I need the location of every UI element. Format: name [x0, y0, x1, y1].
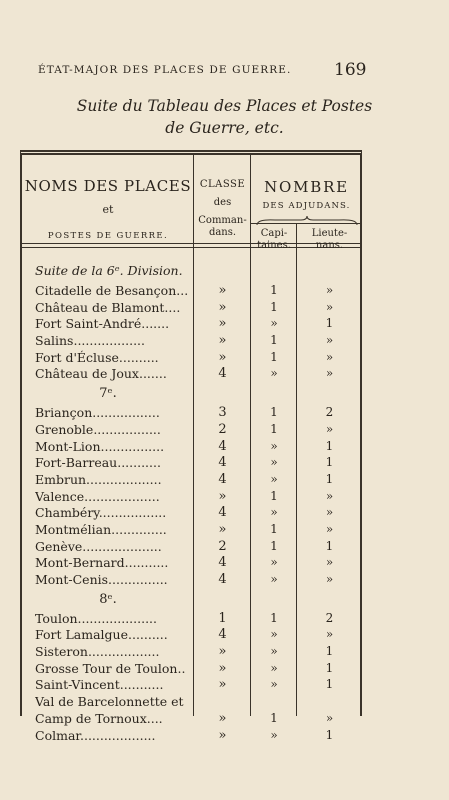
- capitaines-cell: »: [270, 727, 278, 742]
- capitaines-cell: 1: [270, 349, 278, 364]
- lieutenans-cell: »: [325, 627, 334, 642]
- table-row: [22, 333, 360, 350]
- place-name-cell: Château de Blamont....: [35, 299, 181, 315]
- place-name-cell: Sisteron..................: [35, 644, 160, 660]
- table-row: [22, 316, 360, 333]
- table-body: [22, 263, 360, 744]
- capitaines-cell: »: [270, 316, 278, 331]
- table-row: [22, 439, 360, 456]
- table-row: [22, 522, 360, 539]
- header-postes: POSTES DE GUERRE.: [47, 231, 169, 241]
- classe-cell: 2: [218, 538, 227, 554]
- place-name-cell: Mont-Lion................: [35, 438, 165, 454]
- lieutenans-cell: »: [325, 488, 334, 503]
- capitaines-cell: »: [270, 660, 278, 675]
- classe-cell: 4: [218, 572, 227, 587]
- caption-line-2: de Guerre, etc.: [165, 119, 284, 137]
- table-row: [22, 611, 360, 628]
- place-name-cell: Fort-Barreau...........: [35, 455, 161, 471]
- place-name-cell: Embrun...................: [35, 471, 162, 487]
- place-name-cell: Salins..................: [35, 333, 145, 349]
- capitaines-cell: »: [270, 471, 278, 486]
- capitaines-cell: 1: [270, 488, 278, 503]
- classe-cell: 1: [218, 610, 227, 626]
- lieutenans-cell: 1: [325, 727, 334, 742]
- classe-cell: 4: [218, 627, 227, 643]
- classe-cell: »: [218, 283, 227, 298]
- table-row: [22, 489, 360, 506]
- table-row: [22, 350, 360, 367]
- classe-cell: 3: [218, 405, 227, 421]
- table-row: [22, 283, 360, 300]
- capitaines-cell: 1: [270, 710, 278, 725]
- lieutenans-cell: 1: [325, 471, 334, 486]
- capitaines-cell: 1: [270, 405, 278, 420]
- place-name-cell: Fort d'Écluse..........: [35, 349, 159, 365]
- header-nombre: NOMBRE: [264, 178, 349, 196]
- place-name-cell: Colmar...................: [35, 727, 156, 743]
- place-name-cell: Toulon....................: [35, 610, 157, 626]
- capitaines-cell: 1: [270, 283, 278, 297]
- header-des: des: [213, 197, 232, 208]
- division-label: 7ᵉ.: [99, 386, 117, 402]
- lieutenans-cell: »: [325, 349, 334, 364]
- header-capitaines: Capi- taines.: [257, 228, 291, 251]
- lieutenans-cell: »: [325, 299, 334, 314]
- capitaines-cell: »: [270, 644, 278, 659]
- capitaines-cell: 1: [270, 521, 278, 536]
- lieutenans-cell: 2: [325, 610, 334, 625]
- header-classe: CLASSE: [199, 179, 246, 190]
- table-row: [22, 661, 360, 678]
- table-row: [22, 455, 360, 472]
- lieutenans-cell: 1: [325, 438, 334, 453]
- place-name-cell: Fort Saint-André.......: [35, 316, 170, 332]
- capitaines-cell: 1: [270, 610, 278, 625]
- places-table: [20, 150, 362, 743]
- table-row: [22, 644, 360, 661]
- lieutenans-cell: 1: [325, 455, 334, 470]
- table-row: [22, 300, 360, 317]
- capitaines-cell: »: [270, 366, 278, 381]
- lieutenans-cell: »: [325, 283, 334, 297]
- capitaines-cell: »: [270, 627, 278, 642]
- classe-cell: 4: [218, 471, 227, 487]
- place-name-cell: Fort Lamalgue..........: [35, 627, 168, 643]
- table-row: [22, 539, 360, 556]
- capitaines-cell: 1: [270, 421, 278, 436]
- place-name-cell: Château de Joux.......: [35, 366, 167, 382]
- lieutenans-cell: »: [325, 572, 334, 586]
- classe-cell: »: [218, 333, 227, 349]
- table-row: [22, 572, 360, 589]
- place-name-cell: Grenoble.................: [35, 421, 161, 437]
- lieutenans-cell: 1: [325, 660, 334, 675]
- classe-cell: »: [218, 299, 227, 315]
- capitaines-cell: »: [270, 555, 278, 570]
- lieutenans-cell: 2: [325, 405, 334, 420]
- place-name-cell: Mont-Bernard...........: [35, 555, 169, 571]
- capitaines-cell: 1: [270, 333, 278, 348]
- lieutenans-cell: »: [325, 505, 334, 520]
- table-row: [22, 555, 360, 572]
- classe-cell: 4: [218, 555, 227, 571]
- classe-cell: »: [218, 488, 227, 504]
- section-label: Suite de la 6ᵉ. Division.: [35, 263, 183, 278]
- capitaines-cell: »: [270, 505, 278, 520]
- classe-cell: »: [218, 316, 227, 332]
- classe-cell: »: [218, 644, 227, 660]
- classe-cell: »: [218, 677, 227, 693]
- lieutenans-cell: 1: [325, 677, 334, 692]
- table-row: [22, 422, 360, 439]
- division-heading: [22, 589, 360, 611]
- place-name-cell: Montmélian..............: [35, 521, 167, 537]
- classe-cell: »: [218, 727, 227, 743]
- place-name-cell: Camp de Tornoux....: [35, 710, 163, 726]
- table-caption: [0, 95, 449, 139]
- place-name-cell: Val de Barcelonnette et: [35, 694, 184, 710]
- header-commandans: Comman- dans.: [198, 215, 247, 238]
- classe-cell: 4: [218, 366, 227, 382]
- classe-cell: 4: [218, 438, 227, 454]
- capitaines-cell: 1: [270, 538, 278, 553]
- place-name-cell: Saint-Vincent...........: [35, 677, 164, 693]
- division-label: 8ᵉ.: [99, 591, 117, 607]
- table-row: [22, 472, 360, 489]
- classe-cell: »: [218, 660, 227, 676]
- table-row: [22, 694, 360, 711]
- header-names: NOMS DES PLACES: [24, 177, 192, 195]
- table-row: [22, 505, 360, 522]
- capitaines-cell: »: [270, 438, 278, 453]
- page-number: 169: [334, 60, 367, 80]
- place-name-cell: Briançon.................: [35, 405, 160, 421]
- table-row: [22, 677, 360, 694]
- classe-cell: »: [218, 349, 227, 365]
- place-name-cell: Grosse Tour de Toulon..: [35, 660, 186, 676]
- classe-cell: »: [218, 521, 227, 537]
- brace-icon: [255, 215, 359, 227]
- capitaines-cell: »: [270, 455, 278, 470]
- lieutenans-cell: 1: [325, 538, 334, 553]
- lieutenans-cell: »: [325, 555, 334, 570]
- lieutenans-cell: »: [325, 333, 334, 348]
- capitaines-cell: »: [270, 572, 278, 586]
- capitaines-cell: »: [270, 677, 278, 692]
- place-name-cell: Valence...................: [35, 488, 160, 504]
- classe-cell: »: [218, 710, 227, 726]
- caption-line-1: Suite du Tableau des Places et Postes: [76, 97, 373, 115]
- table-row: [22, 366, 360, 383]
- section-heading: [22, 263, 360, 283]
- place-name-cell: Mont-Cenis...............: [35, 572, 168, 587]
- table-row: [22, 728, 360, 745]
- lieutenans-cell: »: [325, 366, 334, 381]
- place-name-cell: Genève....................: [35, 538, 162, 554]
- place-name-cell: Chambéry.................: [35, 505, 167, 521]
- lieutenans-cell: »: [325, 421, 334, 436]
- lieutenans-cell: »: [325, 710, 334, 725]
- division-heading: [22, 383, 360, 405]
- lieutenans-cell: »: [325, 521, 334, 536]
- table-row: [22, 711, 360, 728]
- header-lieutenans: Lieute- nans.: [311, 228, 348, 251]
- table-row: [22, 405, 360, 422]
- header-et: et: [102, 203, 114, 216]
- place-name-cell: Citadelle de Besançon...: [35, 283, 189, 298]
- table-row: [22, 627, 360, 644]
- lieutenans-cell: 1: [325, 644, 334, 659]
- running-head: [0, 60, 449, 80]
- capitaines-cell: 1: [270, 299, 278, 314]
- classe-cell: 4: [218, 455, 227, 471]
- classe-cell: 4: [218, 505, 227, 521]
- classe-cell: 2: [218, 421, 227, 437]
- header-des-adjudans: DES ADJUDANS.: [262, 201, 351, 211]
- running-title: ÉTAT-MAJOR DES PLACES DE GUERRE.: [38, 64, 292, 76]
- lieutenans-cell: 1: [325, 316, 334, 331]
